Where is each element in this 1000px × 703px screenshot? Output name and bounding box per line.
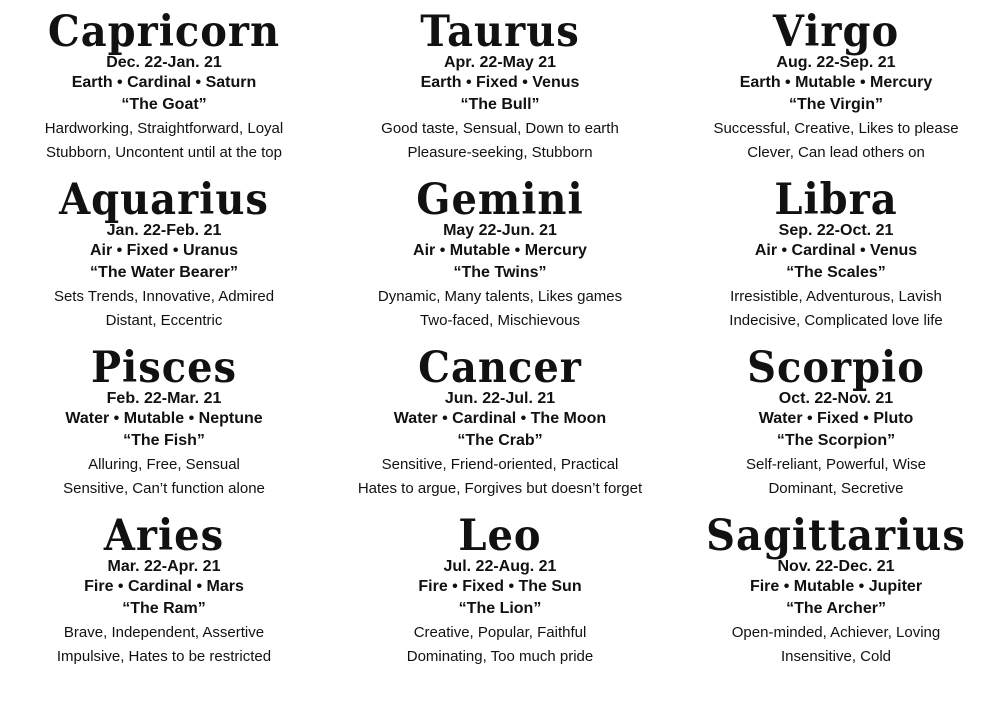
sign-name: Taurus (420, 6, 580, 57)
sign-title: “The Scorpion” (776, 432, 896, 449)
sign-positive: Irresistible, Adventurous, Lavish (730, 288, 942, 305)
sign-aries (0, 510, 328, 684)
sign-virgo (672, 6, 1000, 180)
sign-dates: Mar. 22-Apr. 21 (107, 558, 221, 575)
sign-sagittarius (672, 510, 1000, 684)
sign-traits: Air • Fixed • Uranus (89, 242, 239, 259)
sign-dates: Jan. 22-Feb. 21 (106, 222, 222, 239)
sign-title: “The Ram” (122, 600, 206, 617)
sign-positive: Self-reliant, Powerful, Wise (745, 456, 927, 473)
sign-title: “The Scales” (786, 264, 886, 281)
sign-traits: Earth • Cardinal • Saturn (71, 74, 257, 91)
sign-dates: Nov. 22-Dec. 21 (777, 558, 895, 575)
sign-gemini (328, 174, 672, 348)
sign-dates: Jun. 22-Jul. 21 (444, 390, 556, 407)
sign-cancer (328, 342, 672, 516)
sign-dates: May 22-Jun. 21 (443, 222, 557, 239)
sign-libra (672, 174, 1000, 348)
sign-positive: Sets Trends, Innovative, Admired (53, 288, 275, 305)
sign-negative: Pleasure-seeking, Stubborn (407, 144, 593, 161)
sign-traits: Water • Fixed • Pluto (758, 410, 914, 427)
sign-title: “The Water Bearer” (90, 264, 238, 281)
sign-negative: Hates to argue, Forgives but doesn’t forget (357, 480, 643, 497)
sign-positive: Dynamic, Many talents, Likes games (377, 288, 623, 305)
sign-name: Scorpio (747, 342, 925, 393)
sign-dates: Sep. 22-Oct. 21 (778, 222, 894, 239)
sign-dates: Feb. 22-Mar. 21 (106, 390, 222, 407)
sign-leo (328, 510, 672, 684)
sign-traits: Water • Cardinal • The Moon (393, 410, 607, 427)
sign-name: Sagittarius (706, 510, 966, 561)
sign-capricorn (0, 6, 328, 180)
sign-negative: Clever, Can lead others on (747, 144, 925, 161)
sign-dates: Aug. 22-Sep. 21 (776, 54, 896, 71)
sign-title: “The Fish” (123, 432, 205, 449)
sign-positive: Open-minded, Achiever, Loving (731, 624, 941, 641)
sign-dates: Apr. 22-May 21 (443, 54, 557, 71)
sign-aquarius (0, 174, 328, 348)
sign-pisces (0, 342, 328, 516)
sign-dates: Dec. 22-Jan. 21 (106, 54, 222, 71)
sign-title: “The Lion” (458, 600, 542, 617)
sign-name: Virgo (772, 6, 900, 57)
sign-traits: Air • Mutable • Mercury (413, 242, 587, 259)
sign-positive: Good taste, Sensual, Down to earth (381, 120, 619, 137)
sign-title: “The Goat” (121, 96, 207, 113)
sign-name: Gemini (416, 174, 584, 225)
sign-negative: Indecisive, Complicated love life (729, 312, 943, 329)
sign-negative: Dominant, Secretive (768, 480, 904, 497)
sign-positive: Sensitive, Friend-oriented, Practical (381, 456, 619, 473)
sign-name: Pisces (90, 342, 238, 393)
sign-title: “The Virgin” (789, 96, 883, 113)
sign-positive: Successful, Creative, Likes to please (713, 120, 959, 137)
sign-traits: Fire • Fixed • The Sun (418, 578, 582, 595)
sign-name: Aries (103, 510, 225, 561)
sign-negative: Stubborn, Uncontent until at the top (46, 144, 282, 161)
sign-positive: Alluring, Free, Sensual (88, 456, 240, 473)
sign-negative: Distant, Eccentric (105, 312, 223, 329)
sign-positive: Hardworking, Straightforward, Loyal (44, 120, 284, 137)
sign-name: Cancer (418, 342, 582, 393)
sign-negative: Insensitive, Cold (780, 648, 892, 665)
sign-traits: Air • Cardinal • Venus (754, 242, 918, 259)
sign-traits: Fire • Mutable • Jupiter (749, 578, 923, 595)
sign-name: Capricorn (47, 6, 281, 57)
sign-name: Leo (458, 510, 542, 561)
sign-traits: Fire • Cardinal • Mars (84, 578, 244, 595)
sign-taurus (328, 6, 672, 180)
sign-positive: Brave, Independent, Assertive (63, 624, 265, 641)
sign-title: “The Archer” (786, 600, 886, 617)
sign-traits: Earth • Mutable • Mercury (739, 74, 933, 91)
sign-name: Aquarius (59, 174, 269, 225)
sign-title: “The Crab” (457, 432, 543, 449)
sign-negative: Sensitive, Can’t function alone (63, 480, 265, 497)
sign-negative: Dominating, Too much pride (406, 648, 594, 665)
sign-scorpio (672, 342, 1000, 516)
sign-traits: Earth • Fixed • Venus (420, 74, 580, 91)
sign-title: “The Twins” (453, 264, 547, 281)
sign-dates: Oct. 22-Nov. 21 (778, 390, 894, 407)
sign-title: “The Bull” (460, 96, 540, 113)
sign-dates: Jul. 22-Aug. 21 (443, 558, 557, 575)
sign-name: Libra (774, 174, 898, 225)
sign-negative: Two-faced, Mischievous (419, 312, 581, 329)
sign-negative: Impulsive, Hates to be restricted (56, 648, 272, 665)
sign-traits: Water • Mutable • Neptune (65, 410, 263, 427)
sign-positive: Creative, Popular, Faithful (413, 624, 587, 641)
